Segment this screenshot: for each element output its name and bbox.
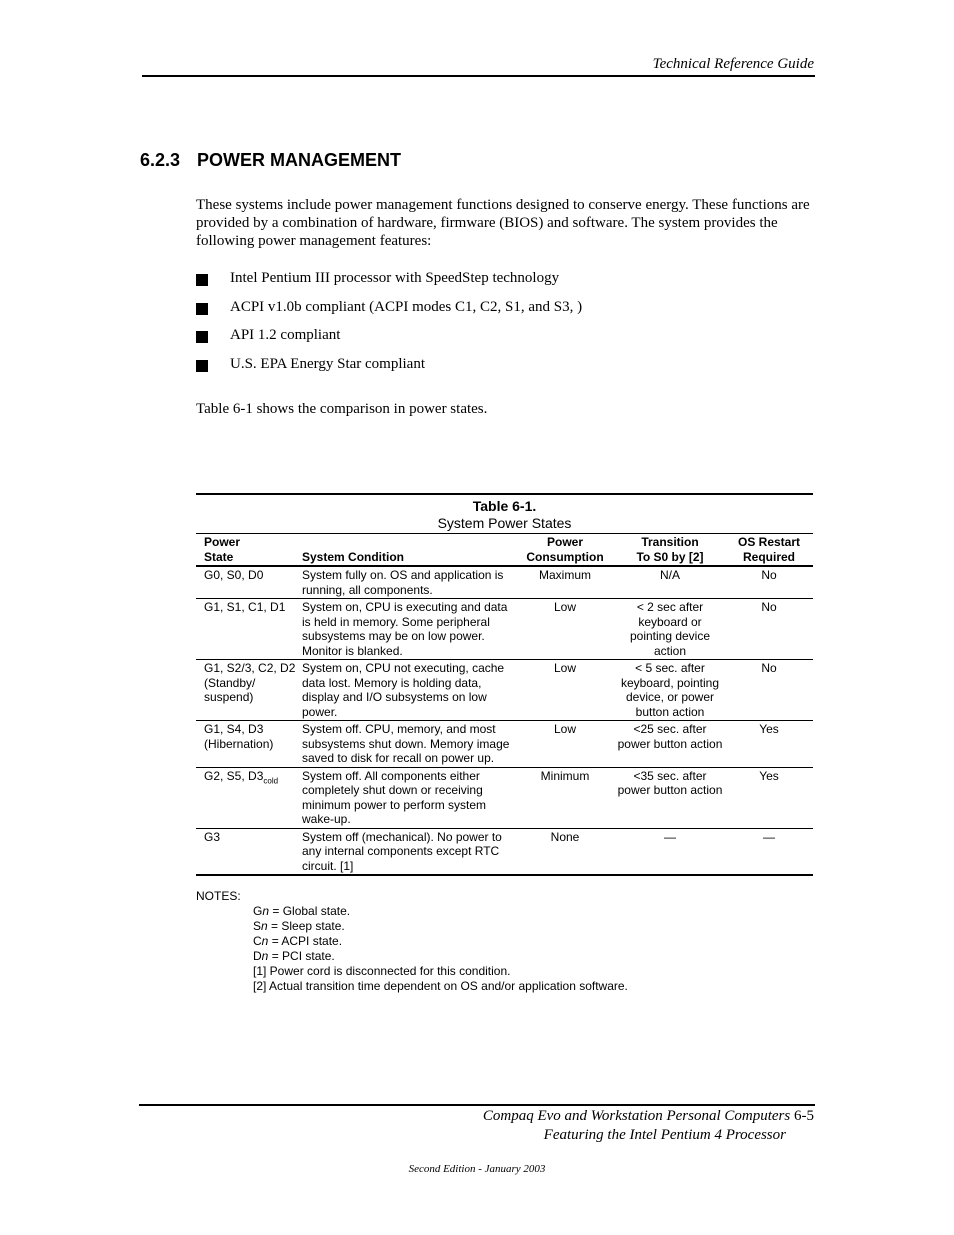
cell-power-consumption: Low: [553, 600, 576, 614]
note-item: [2] Actual transition time dependent on OS and/or application software.: [253, 979, 628, 993]
header-os-restart: OS Restart Required: [737, 535, 801, 564]
cell-transition: <25 sec. after power button action: [617, 722, 723, 751]
cell-power-consumption: Maximum: [538, 568, 591, 582]
cell-transition: < 5 sec. after keyboard, pointing device, or power button action: [620, 661, 720, 719]
header-power-state: Power State: [204, 535, 241, 564]
power-states-table: [196, 533, 813, 876]
table-caption: Table 6-1.: [472, 498, 537, 514]
cell-power-consumption: Low: [553, 722, 576, 736]
note-item: Cn = ACPI state.: [253, 934, 343, 948]
power-states-table-block: [196, 493, 813, 876]
cell-power-consumption: Low: [553, 661, 576, 675]
cell-power-state: G0, S0, D0: [204, 568, 264, 582]
table-reference-text: Table 6-1 shows the comparison in power states.: [196, 401, 488, 417]
note-item: [1] Power cord is disconnected for this condition.: [253, 964, 511, 978]
square-bullet-icon: [196, 274, 208, 286]
table-row: [196, 828, 813, 875]
cell-power-state: G1, S4, D3 (Hibernation): [204, 722, 274, 751]
cell-system-condition: System on, CPU is executing and data is held in memory. Some peripheral subsystems may be on low power. Monitor is blanked.: [302, 600, 508, 658]
cell-power-state: G3: [204, 829, 221, 844]
table-header-row: [196, 534, 813, 567]
cell-system-condition: System off (mechanical). No power to any internal components except RTC circuit. [1]: [302, 829, 502, 873]
cell-power-consumption: Minimum: [540, 768, 590, 783]
list-item: [196, 299, 582, 328]
cell-power-state: G1, S1, C1, D1: [204, 600, 286, 614]
cell-os-restart: No: [761, 661, 777, 675]
feature-list: [196, 270, 582, 384]
cell-os-restart: Yes: [759, 768, 779, 783]
note-item: Dn = PCI state.: [253, 949, 335, 963]
table-row: [196, 660, 813, 721]
feature-text: U.S. EPA Energy Star compliant: [230, 355, 425, 372]
cell-power-state: G1, S2/3, C2, D2 (Standby/ suspend): [204, 661, 296, 704]
cell-transition: —: [664, 829, 676, 844]
note-item: Gn = Global state.: [253, 904, 351, 918]
cell-system-condition: System off. All components either completely shut down or receiving minimum power to perform system wake-up.: [302, 768, 487, 826]
notes-label: NOTES:: [196, 889, 241, 903]
table-row: [196, 566, 813, 599]
cell-transition: <35 sec. after power button action: [617, 768, 723, 797]
square-bullet-icon: [196, 331, 208, 343]
header-power-consumption: Power Consumption: [526, 535, 604, 564]
page-number: 6-5: [794, 1108, 814, 1124]
feature-text: Intel Pentium III processor with SpeedStep technology: [230, 270, 560, 286]
list-item: [196, 270, 582, 299]
header-transition: Transition To S0 by [2]: [636, 535, 704, 564]
cell-system-condition: System on, CPU not executing, cache data lost. Memory is holding data, display and I/O subsystems on low power.: [302, 661, 505, 719]
feature-text: API 1.2 compliant: [230, 327, 341, 343]
cell-os-restart: No: [761, 568, 777, 582]
table-notes: [196, 889, 628, 994]
square-bullet-icon: [196, 303, 208, 315]
section-heading: [140, 150, 401, 171]
cell-system-condition: System fully on. OS and application is running, all components.: [302, 568, 504, 597]
cell-power-state: G2, S5, $D3_{cold}$: [204, 768, 279, 785]
cell-transition: < 2 sec after keyboard or pointing device action: [629, 600, 711, 658]
cell-transition: N/A: [659, 568, 680, 582]
feature-text: ACPI v1.0b compliant (ACPI modes C1, C2, S1, and S3, ): [230, 298, 583, 315]
footer-book-title: Compaq Evo and Workstation Personal Computers 6-5: [482, 1108, 814, 1124]
section-title: POWER MANAGEMENT: [197, 150, 401, 170]
table-row: [196, 767, 813, 828]
notes-list: [253, 904, 628, 994]
cell-os-restart: No: [761, 600, 777, 614]
footer-subtitle: Featuring the Intel Pentium 4 Processor: [543, 1127, 786, 1143]
cell-power-consumption: None: [550, 829, 580, 844]
header-system-condition: System Condition: [302, 549, 405, 564]
list-item: [196, 356, 582, 385]
list-item: [196, 327, 582, 356]
table-subtitle: System Power States: [437, 515, 572, 531]
cell-os-restart: —: [763, 829, 775, 844]
section-number: 6.2.3: [140, 150, 181, 170]
table-row: [196, 599, 813, 660]
footer-rule: [139, 1104, 815, 1106]
edition-note: Second Edition - January 2003: [408, 1163, 546, 1175]
running-header: Technical Reference Guide: [652, 56, 814, 72]
cell-os-restart: Yes: [759, 722, 779, 736]
intro-paragraph: These systems include power management functions designed to conserve energy. These functions are provided by a combination of hardware, firmware (BIOS) and software. The system provides the following power management features:: [196, 197, 810, 249]
header-rule: [142, 75, 815, 77]
table-row: [196, 721, 813, 768]
table-top-rule: [196, 493, 813, 495]
square-bullet-icon: [196, 360, 208, 372]
cell-system-condition: System off. CPU, memory, and most subsystems shut down. Memory image saved to disk for recall on power up.: [302, 722, 510, 765]
note-item: Sn = Sleep state.: [253, 919, 345, 933]
